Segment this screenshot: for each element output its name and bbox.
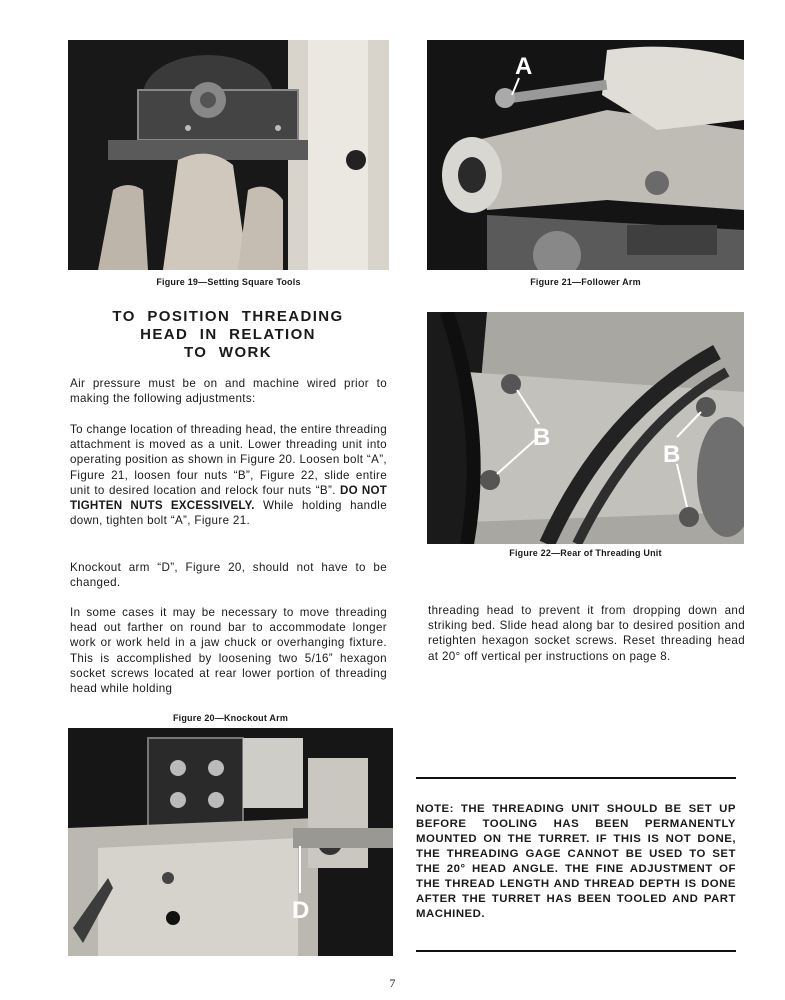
figure-21-photo	[427, 40, 744, 270]
figure-22-callout-b-right: B	[663, 441, 681, 468]
section-heading-line-2: HEAD IN RELATION	[140, 326, 316, 343]
paragraph-knockout-arm: Knockout arm “D”, Figure 20, should not have to be changed.	[70, 561, 387, 590]
figure-21-caption: Figure 21—Follower Arm	[530, 277, 641, 287]
figure-21-callout-a: A	[515, 53, 533, 80]
figure-19-photo	[68, 40, 389, 270]
figure-20-callout-d: D	[292, 897, 310, 924]
paragraph-warning-bold: DO NOT TIGHTEN NUTS EXCESSIVELY.	[70, 483, 387, 513]
figure-20-caption: Figure 20—Knockout Arm	[172, 713, 289, 723]
figure-19-caption: Figure 19—Setting Square Tools	[156, 277, 301, 287]
paragraph-move-threading-head: In some cases it may be necessary to move threading head out farther on round bar to accommodate longer work or work held in a jaw chuck or overhanging fixture. This is accomplished by loosening two 5/16” hexagon socket screws located at rear lower portion of threading head while holding	[70, 606, 387, 696]
note-text: NOTE: THE THREADING UNIT SHOULD BE SET UP BEFORE TOOLING HAS BEEN PERMANENTLY MOUNTED ON THE TURRET. IF THIS IS NOT DONE, THE THREADING GAGE CANNOT BE USED TO SET THE 20° HEAD ANGLE. THE FINE ADJUSTMENT OF THE THREAD LENGTH AND THREAD DEPTH IS DONE AFTER THE TURRET HAS BEEN TOOLED AND PART MACHINED.	[416, 803, 736, 920]
paragraph-continued: threading head to prevent it from dropping down and striking bed. Slide head along bar to desired position and retighten hexagon socket screws. Reset threading head at 20° off vertical per instructions on page 8.	[428, 604, 745, 663]
paragraph-air-pressure: Air pressure must be on and machine wired prior to making the following adjustments:	[70, 377, 387, 406]
figure-22-caption: Figure 22—Rear of Threading Unit	[509, 548, 662, 558]
figure-22-callout-b-left: B	[533, 424, 551, 451]
note-top-rule	[416, 777, 736, 779]
paragraph-change-location-text-2: While holding handle down, tighten bolt “A”, Figure 21.	[70, 499, 388, 528]
paragraph-change-location-text-1: To change location of threading head, the entire threading attachment is moved as a unit. Lower threading unit into operating position as shown in Figure 20. Loosen bolt “A”, Figure 21, loosen four nuts “B”, Figure 22, slide entire unit to desired location and relock four nuts “B”.	[70, 423, 387, 497]
paragraph-change-location	[70, 422, 387, 528]
figure-20-photo	[68, 728, 393, 956]
figure-22-photo	[427, 312, 744, 544]
section-heading-line-3: TO WORK	[183, 344, 273, 361]
note-bottom-rule	[416, 950, 736, 952]
page-number: 7	[389, 976, 396, 990]
section-heading-line-1: TO POSITION THREADING	[112, 308, 344, 325]
